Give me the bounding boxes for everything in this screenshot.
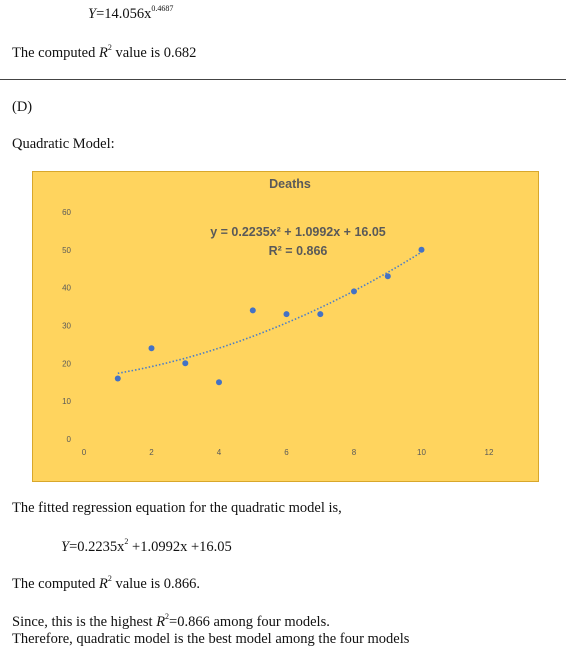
power-model-equation: [88, 4, 173, 23]
data-point: [284, 311, 290, 317]
section-label: (D): [12, 99, 33, 115]
quad-r2-suffix: value is 0.866.: [111, 576, 201, 592]
trendline: [118, 252, 422, 373]
conclusion-r-sup: 2: [165, 612, 170, 621]
equation-rhs: =14.056x: [96, 6, 152, 22]
quad-r2-prefix: The computed: [12, 576, 99, 592]
y-tick-label: 40: [62, 283, 71, 293]
data-point: [351, 288, 357, 294]
model-title: Quadratic Model:: [12, 136, 115, 152]
data-point: [115, 376, 121, 382]
conclusion-r-symbol: R: [156, 614, 166, 630]
quad-r2-symbol: R: [98, 576, 108, 592]
data-point: [149, 345, 155, 351]
x-tick-label: 8: [351, 448, 357, 457]
y-tick-label: 50: [62, 245, 71, 255]
conclusion-prefix: Since, this is the highest: [12, 614, 157, 630]
section-divider: [0, 79, 566, 80]
x-tick-label: 4: [216, 448, 222, 457]
data-point: [182, 360, 188, 366]
data-point: [317, 311, 323, 317]
y-tick-label: 30: [62, 321, 71, 331]
quad-eq-sup: 2: [124, 537, 129, 546]
r2-suffix: value is 0.682: [111, 45, 197, 61]
fitted-text: The fitted regression equation for the quadratic model is,: [12, 500, 342, 516]
conclusion-line-2: Therefore, quadratic model is the best model among the four models: [12, 631, 410, 647]
x-tick-label: 12: [484, 448, 494, 457]
data-point: [419, 247, 425, 253]
quad-eq-part2: +1.0992x +16.05: [128, 539, 232, 555]
equation-exponent: 0.4687: [151, 4, 174, 13]
y-tick-label: 0: [66, 435, 71, 444]
quadratic-r2-text: [12, 574, 200, 593]
chart-canvas: [33, 172, 540, 483]
x-tick-label: 2: [149, 448, 154, 457]
r2-prefix: The computed: [12, 45, 99, 61]
x-tick-label: 0: [81, 448, 87, 457]
data-point: [385, 273, 391, 279]
power-model-r2-text: [12, 43, 196, 62]
y-tick-label: 60: [62, 208, 71, 217]
r2-sup: 2: [107, 43, 112, 52]
data-point: [216, 379, 222, 385]
quad-r2-sup: 2: [107, 574, 112, 583]
quad-eq-lhs: Y: [61, 539, 70, 555]
x-tick-label: 6: [284, 448, 289, 457]
quadratic-equation: [61, 537, 232, 556]
y-tick-label: 20: [62, 359, 71, 369]
chart-title: Deaths: [269, 177, 311, 191]
trendline-equation: y = 0.2235x² + 1.0992x + 16.05: [210, 225, 386, 239]
x-tick-label: 10: [417, 448, 426, 457]
equation-lhs: Y: [88, 6, 97, 22]
quad-eq-part1: =0.2235x: [69, 539, 125, 555]
y-tick-label: 10: [62, 397, 71, 407]
conclusion-line-1: [12, 612, 330, 631]
trendline-r2: R² = 0.866: [268, 244, 328, 258]
data-point: [250, 307, 256, 313]
quadratic-chart: [32, 171, 539, 482]
r2-symbol: R: [98, 45, 108, 61]
conclusion-suffix: =0.866 among four models.: [169, 614, 330, 630]
